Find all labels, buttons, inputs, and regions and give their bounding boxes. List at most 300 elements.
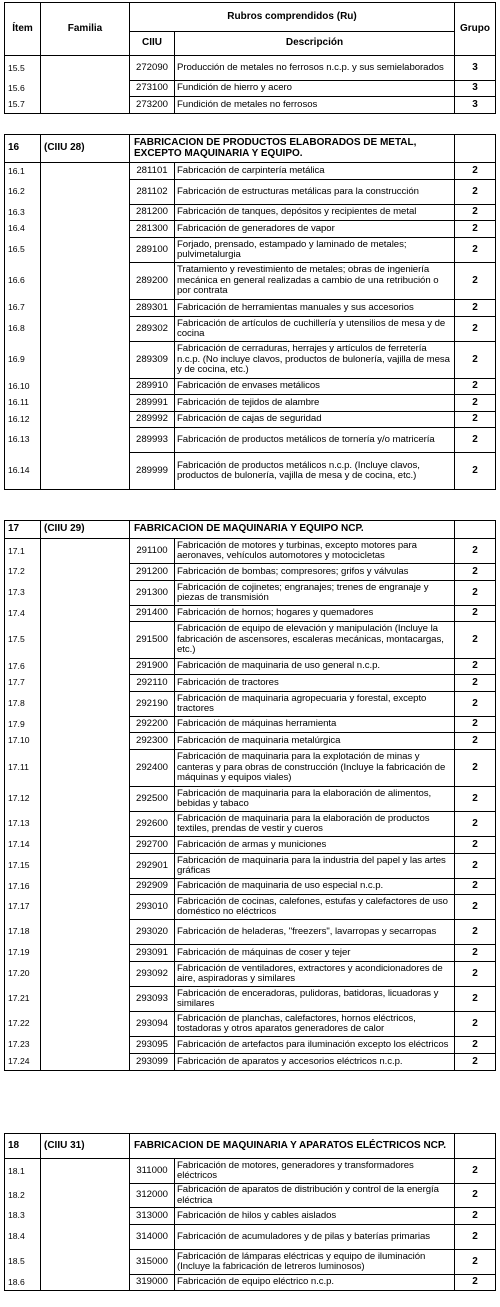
row-familia [41,1012,130,1037]
row-grupo: 2 [455,581,496,606]
row-familia [41,539,130,564]
section-number: 16 [5,135,41,163]
section-17-rows [5,539,496,1071]
table-row [5,1159,496,1184]
table-row [5,379,496,395]
section-16-table [4,134,496,490]
table-row [5,750,496,787]
table-row [5,1275,496,1291]
row-familia [41,163,130,180]
row-grupo: 2 [455,1250,496,1275]
row-familia [41,453,130,490]
row-description: Fabricación de planchas, calefactores, hornos eléctricos, tostadoras y otros aparatos generadores de calor [175,1012,455,1037]
row-item-number: 16.2 [5,180,41,205]
row-description: Fabricación de equipo de elevación y manipulación (Incluye la fabricación de ascensores, escaleras mecánicas, montacargas, etc.) [175,622,455,659]
row-item-number: 16.4 [5,221,41,238]
section-header [5,1134,496,1159]
row-ciiu-code: 291400 [130,606,175,622]
row-ciiu-code: 293095 [130,1037,175,1054]
table-row [5,1037,496,1054]
row-item-number: 16.11 [5,395,41,412]
row-familia [41,412,130,428]
row-description: Forjado, prensado, estampado y laminado de metales; pulvimetalurgia [175,238,455,263]
table-row [5,453,496,490]
table-row [5,412,496,428]
row-ciiu-code: 293094 [130,1012,175,1037]
row-grupo: 2 [455,733,496,750]
row-grupo: 2 [455,1184,496,1208]
row-description: Fabricación de maquinaria para la industria del papel y las artes gráficas [175,854,455,879]
row-ciiu-code: 293020 [130,920,175,945]
row-description: Fabricación de artefactos para iluminación excepto los eléctricos [175,1037,455,1054]
row-item-number: 16.3 [5,205,41,221]
table-row [5,81,496,97]
row-description: Producción de metales no ferrosos n.c.p. y sus semielaborados [175,56,455,81]
row-ciiu-code: 281101 [130,163,175,180]
table-row [5,659,496,675]
row-familia [41,56,130,81]
row-ciiu-code: 315000 [130,1250,175,1275]
row-item-number: 16.9 [5,342,41,379]
table-row [5,675,496,692]
row-description: Fabricación de artículos de cuchillería y utensilios de mesa y de cocina [175,317,455,342]
row-grupo: 2 [455,750,496,787]
top-table [4,2,496,114]
row-description: Fabricación de lámparas eléctricas y equipo de iluminación (Incluye la fabricación de letreros luminosos) [175,1250,455,1275]
row-description: Fabricación de maquinaria para la elaboración de productos textiles, prendas de vestir y cueros [175,812,455,837]
row-grupo: 2 [455,1225,496,1250]
table-row [5,1250,496,1275]
row-familia [41,733,130,750]
row-description: Fabricación de cocinas, calefones, estufas y calefactores de uso doméstico no eléctricos [175,895,455,920]
row-description: Fabricación de cojinetes; engranajes; trenes de engranaje y piezas de transmisión [175,581,455,606]
row-item-number: 17.8 [5,692,41,717]
row-item-number: 17.19 [5,945,41,962]
row-ciiu-code: 292400 [130,750,175,787]
table-row [5,920,496,945]
row-description: Fabricación de productos metálicos de tornería y/o matricería [175,428,455,453]
row-grupo: 2 [455,342,496,379]
row-item-number: 16.6 [5,263,41,300]
section-18-table [4,1133,496,1291]
row-ciiu-code: 293091 [130,945,175,962]
row-grupo: 2 [455,317,496,342]
table-row [5,733,496,750]
row-item-number: 17.17 [5,895,41,920]
section-header [5,135,496,163]
row-ciiu-code: 311000 [130,1159,175,1184]
row-ciiu-code: 292500 [130,787,175,812]
row-item-number: 17.18 [5,920,41,945]
row-familia [41,1208,130,1225]
row-description: Fabricación de estructuras metálicas para la construcción [175,180,455,205]
row-item-number: 17.3 [5,581,41,606]
table-row [5,1208,496,1225]
row-familia [41,750,130,787]
row-ciiu-code: 289999 [130,453,175,490]
row-description: Fundición de metales no ferrosos [175,97,455,114]
row-ciiu-code: 289991 [130,395,175,412]
section-18-rows [5,1159,496,1291]
row-item-number: 17.23 [5,1037,41,1054]
row-item-number: 17.9 [5,717,41,733]
row-ciiu-code: 289200 [130,263,175,300]
row-ciiu-code: 272090 [130,56,175,81]
row-familia [41,962,130,987]
row-grupo: 2 [455,920,496,945]
row-familia [41,238,130,263]
row-ciiu-code: 273100 [130,81,175,97]
row-description: Fabricación de maquinaria para la explotación de minas y canteras y para obras de construcción (Incluye la fabricación de máquinas y equipos viales) [175,750,455,787]
row-grupo: 2 [455,837,496,854]
row-ciiu-code: 281102 [130,180,175,205]
table-row [5,812,496,837]
row-familia [41,221,130,238]
row-grupo: 2 [455,622,496,659]
row-grupo: 2 [455,854,496,879]
row-ciiu-code: 289910 [130,379,175,395]
row-familia [41,564,130,581]
table-row [5,238,496,263]
row-grupo: 3 [455,97,496,114]
section-16-rows [5,163,496,490]
section-ciiu: (CIIU 29) [41,521,130,539]
row-item-number: 18.4 [5,1225,41,1250]
row-familia [41,1159,130,1184]
section-title: FABRICACION DE PRODUCTOS ELABORADOS DE METAL, EXCEPTO MAQUINARIA Y EQUIPO. [130,135,455,163]
section-title: FABRICACION DE MAQUINARIA Y EQUIPO NCP. [130,521,455,539]
row-familia [41,837,130,854]
section-title: FABRICACION DE MAQUINARIA Y APARATOS ELÉCTRICOS NCP. [130,1134,455,1159]
row-description: Fabricación de productos metálicos n.c.p. (Incluye clavos, productos de bulonería, vajilla de mesa y de cocina, etc.) [175,453,455,490]
row-item-number: 18.1 [5,1159,41,1184]
header-descripcion: Descripción [175,32,455,56]
row-item-number: 17.12 [5,787,41,812]
row-grupo: 3 [455,56,496,81]
table-row [5,1184,496,1208]
table-row [5,564,496,581]
row-description: Fabricación de maquinaria agropecuaria y forestal, excepto tractores [175,692,455,717]
table-row [5,717,496,733]
section-ciiu: (CIIU 28) [41,135,130,163]
row-familia [41,675,130,692]
row-ciiu-code: 289100 [130,238,175,263]
row-grupo: 2 [455,412,496,428]
row-description: Fabricación de motores, generadores y transformadores eléctricos [175,1159,455,1184]
row-item-number: 17.4 [5,606,41,622]
row-familia [41,787,130,812]
row-item-number: 17.1 [5,539,41,564]
row-item-number: 16.5 [5,238,41,263]
row-description: Fabricación de carpintería metálica [175,163,455,180]
row-grupo: 2 [455,163,496,180]
row-ciiu-code: 273200 [130,97,175,114]
row-familia [41,317,130,342]
section-ciiu: (CIIU 31) [41,1134,130,1159]
row-item-number: 17.7 [5,675,41,692]
row-description: Fabricación de armas y municiones [175,837,455,854]
row-item-number: 17.24 [5,1054,41,1071]
row-item-number: 17.6 [5,659,41,675]
row-grupo: 2 [455,453,496,490]
row-familia [41,428,130,453]
table-row [5,895,496,920]
row-item-number: 17.11 [5,750,41,787]
row-description: Fabricación de maquinaria de uso especial n.c.p. [175,879,455,895]
row-grupo: 2 [455,1012,496,1037]
table-row [5,395,496,412]
row-description: Fabricación de maquinaria para la elaboración de alimentos, bebidas y tabaco [175,787,455,812]
section-number: 17 [5,521,41,539]
row-ciiu-code: 314000 [130,1225,175,1250]
table-row [5,300,496,317]
section-number: 18 [5,1134,41,1159]
table-row [5,317,496,342]
row-grupo: 2 [455,606,496,622]
row-ciiu-code: 289992 [130,412,175,428]
row-ciiu-code: 289309 [130,342,175,379]
row-description: Fabricación de hornos; hogares y quemadores [175,606,455,622]
row-item-number: 16.10 [5,379,41,395]
table-row [5,97,496,114]
table-row [5,163,496,180]
row-item-number: 17.20 [5,962,41,987]
row-item-number: 17.2 [5,564,41,581]
row-item-number: 17.15 [5,854,41,879]
row-grupo: 3 [455,81,496,97]
row-description: Fabricación de aparatos de distribución y control de la energía eléctrica [175,1184,455,1208]
row-grupo: 2 [455,539,496,564]
row-grupo: 2 [455,238,496,263]
row-ciiu-code: 291100 [130,539,175,564]
row-item-number: 17.22 [5,1012,41,1037]
header-familia: Familia [41,3,130,56]
row-grupo: 2 [455,221,496,238]
row-grupo: 2 [455,1054,496,1071]
row-grupo: 2 [455,659,496,675]
row-grupo: 2 [455,717,496,733]
row-ciiu-code: 293092 [130,962,175,987]
table-row [5,606,496,622]
table-row [5,581,496,606]
row-description: Fabricación de motores y turbinas, excepto motores para aeronaves, vehículos automotores y motocicletas [175,539,455,564]
row-familia [41,581,130,606]
row-ciiu-code: 289302 [130,317,175,342]
row-familia [41,1054,130,1071]
table-row [5,692,496,717]
table-row [5,539,496,564]
row-grupo: 2 [455,379,496,395]
row-item-number: 16.12 [5,412,41,428]
row-description: Fabricación de máquinas herramienta [175,717,455,733]
row-familia [41,1225,130,1250]
row-description: Fabricación de equipo eléctrico n.c.p. [175,1275,455,1291]
table-row [5,342,496,379]
row-familia [41,879,130,895]
row-description: Fabricación de herramientas manuales y sus accesorios [175,300,455,317]
row-ciiu-code: 291200 [130,564,175,581]
row-familia [41,1037,130,1054]
row-ciiu-code: 292700 [130,837,175,854]
row-ciiu-code: 292600 [130,812,175,837]
row-item-number: 17.10 [5,733,41,750]
table-row [5,221,496,238]
row-description: Fabricación de heladeras, "freezers", lavarropas y secarropas [175,920,455,945]
row-description: Fabricación de cerraduras, herrajes y artículos de ferretería n.c.p. (No incluye clavos, productos de bulonería, vajilla de mesa y de cocina, etc.) [175,342,455,379]
row-familia [41,1184,130,1208]
row-grupo: 2 [455,987,496,1012]
header-ciiu: CIIU [130,32,175,56]
header-item: Ítem [5,3,41,56]
row-grupo: 2 [455,692,496,717]
row-item-number: 16.7 [5,300,41,317]
row-familia [41,263,130,300]
row-familia [41,97,130,114]
row-item-number: 15.5 [5,56,41,81]
row-ciiu-code: 289301 [130,300,175,317]
row-grupo: 2 [455,300,496,317]
row-ciiu-code: 292110 [130,675,175,692]
row-familia [41,180,130,205]
table-row [5,428,496,453]
table-row [5,205,496,221]
row-grupo: 2 [455,1275,496,1291]
row-familia [41,379,130,395]
row-description: Tratamiento y revestimiento de metales; obras de ingeniería mecánica en general realizadas a cambio de una retribución o por contrata [175,263,455,300]
row-description: Fabricación de tejidos de alambre [175,395,455,412]
table-row [5,945,496,962]
row-description: Fabricación de envases metálicos [175,379,455,395]
row-description: Fabricación de maquinaria metalúrgica [175,733,455,750]
table-row [5,180,496,205]
row-familia [41,945,130,962]
row-familia [41,987,130,1012]
row-item-number: 17.14 [5,837,41,854]
row-ciiu-code: 293093 [130,987,175,1012]
row-grupo: 2 [455,205,496,221]
row-ciiu-code: 293010 [130,895,175,920]
row-ciiu-code: 291900 [130,659,175,675]
row-description: Fabricación de aparatos y accesorios eléctricos n.c.p. [175,1054,455,1071]
row-grupo: 2 [455,879,496,895]
row-ciiu-code: 281200 [130,205,175,221]
row-item-number: 18.5 [5,1250,41,1275]
row-description: Fundición de hierro y acero [175,81,455,97]
row-grupo: 2 [455,895,496,920]
row-item-number: 18.3 [5,1208,41,1225]
row-ciiu-code: 319000 [130,1275,175,1291]
row-ciiu-code: 292200 [130,717,175,733]
row-familia [41,342,130,379]
row-grupo: 2 [455,1208,496,1225]
row-familia [41,659,130,675]
row-item-number: 17.13 [5,812,41,837]
row-item-number: 16.13 [5,428,41,453]
row-familia [41,895,130,920]
row-description: Fabricación de hilos y cables aislados [175,1208,455,1225]
row-ciiu-code: 291300 [130,581,175,606]
row-familia [41,81,130,97]
row-grupo: 2 [455,945,496,962]
header-rubros: Rubros comprendidos (Ru) [130,3,455,32]
row-description: Fabricación de tanques, depósitos y recipientes de metal [175,205,455,221]
row-ciiu-code: 312000 [130,1184,175,1208]
row-description: Fabricación de enceradoras, pulidoras, batidoras, licuadoras y similares [175,987,455,1012]
row-grupo: 2 [455,1159,496,1184]
row-item-number: 15.6 [5,81,41,97]
row-description: Fabricación de generadores de vapor [175,221,455,238]
table-row [5,1012,496,1037]
row-description: Fabricación de ventiladores, extractores y acondicionadores de aire, aspiradoras y similares [175,962,455,987]
row-grupo: 2 [455,962,496,987]
row-grupo: 2 [455,395,496,412]
section-header [5,521,496,539]
table-row [5,987,496,1012]
row-ciiu-code: 292901 [130,854,175,879]
row-familia [41,812,130,837]
row-familia [41,854,130,879]
row-ciiu-code: 292300 [130,733,175,750]
row-item-number: 16.8 [5,317,41,342]
table-row [5,837,496,854]
table-row [5,962,496,987]
row-ciiu-code: 289993 [130,428,175,453]
table-row [5,854,496,879]
row-familia [41,1250,130,1275]
row-ciiu-code: 292909 [130,879,175,895]
row-item-number: 18.2 [5,1184,41,1208]
row-familia [41,606,130,622]
row-grupo: 2 [455,180,496,205]
table-row [5,1054,496,1071]
table-row [5,879,496,895]
row-item-number: 15.7 [5,97,41,114]
row-description: Fabricación de bombas; compresores; grifos y válvulas [175,564,455,581]
row-grupo: 2 [455,263,496,300]
row-description: Fabricación de acumuladores y de pilas y baterías primarias [175,1225,455,1250]
table-row [5,787,496,812]
row-description: Fabricación de cajas de seguridad [175,412,455,428]
table-row [5,263,496,300]
row-ciiu-code: 291500 [130,622,175,659]
row-description: Fabricación de máquinas de coser y tejer [175,945,455,962]
table-row [5,56,496,81]
row-grupo: 2 [455,787,496,812]
header-grupo: Grupo [455,3,496,56]
row-item-number: 16.1 [5,163,41,180]
row-grupo: 2 [455,675,496,692]
row-familia [41,717,130,733]
row-ciiu-code: 292190 [130,692,175,717]
row-familia [41,622,130,659]
row-familia [41,1275,130,1291]
row-description: Fabricación de maquinaria de uso general n.c.p. [175,659,455,675]
row-familia [41,920,130,945]
row-grupo: 2 [455,1037,496,1054]
row-familia [41,205,130,221]
row-familia [41,300,130,317]
section-17-table [4,520,496,1071]
row-grupo: 2 [455,812,496,837]
row-familia [41,395,130,412]
row-familia [41,692,130,717]
row-ciiu-code: 313000 [130,1208,175,1225]
top-rows [5,56,496,114]
row-ciiu-code: 293099 [130,1054,175,1071]
row-ciiu-code: 281300 [130,221,175,238]
row-item-number: 17.16 [5,879,41,895]
row-grupo: 2 [455,564,496,581]
